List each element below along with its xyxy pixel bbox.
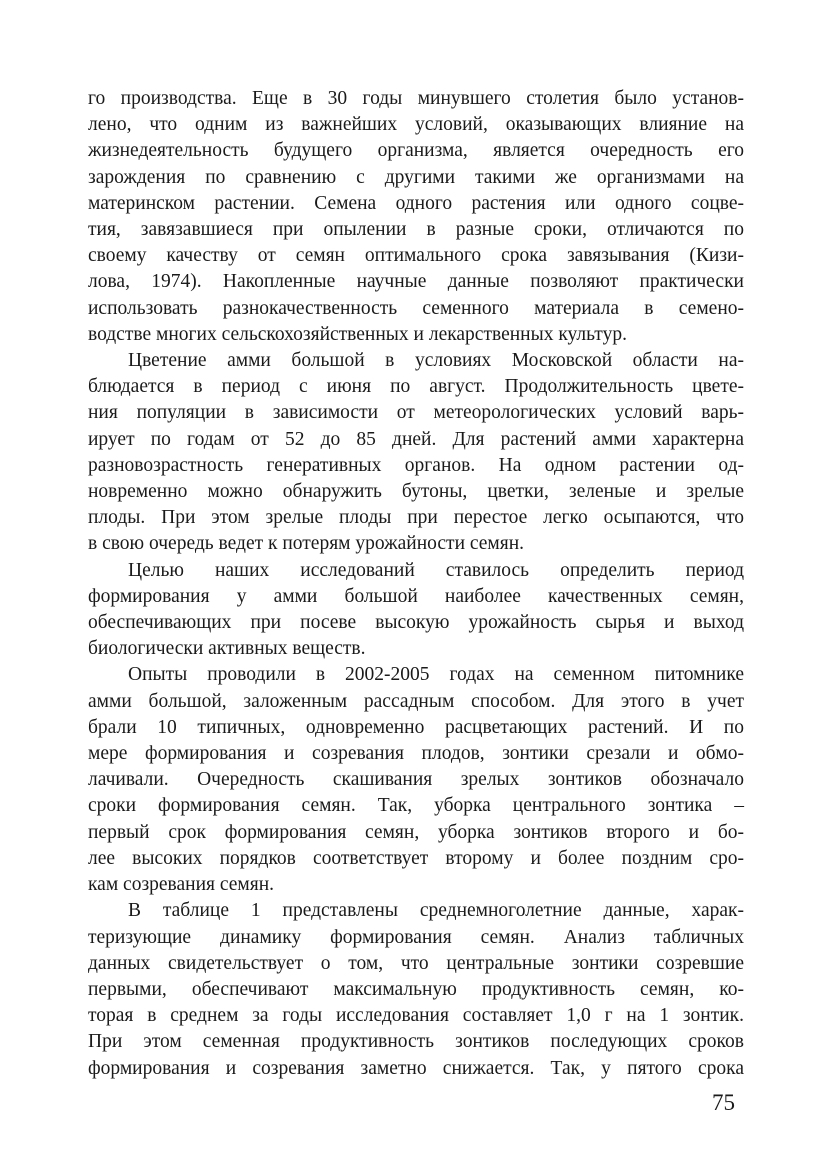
text-line: формирования и созревания заметно снижается. Так, у пятого срока [88,1057,744,1079]
paragraph-2 [88,348,744,558]
text-line: брали 10 типичных, одновременно расцветающих растений. И по [88,716,744,738]
paragraph-3 [88,558,744,663]
text-line: блюдается в период с июня по август. Продолжительность цвете- [88,376,744,398]
text-line: Целью наших исследований ставилось определить период [128,559,744,581]
text-line: материнском растении. Семена одного растения или одного соцве- [88,192,744,214]
text-line: жизнедеятельность будущего организма, является очередность его [88,140,744,162]
text-line: формирования у амми большой наиболее качественных семян, [88,585,744,607]
text-line: сроки формирования семян. Так, уборка центрального зонтика – [88,795,744,817]
text-line: плоды. При этом зрелые плоды при перестое легко осыпаются, что [88,507,744,529]
page-number: 75 [712,1090,735,1115]
text-line: разновозрастность генеративных органов. На одном растении од- [88,454,744,476]
text-line: лее высоких порядков соответствует второму и более поздним сро- [88,847,744,869]
page-body [88,86,744,1082]
text-line: новременно можно обнаружить бутоны, цветки, зеленые и зрелые [88,481,744,503]
text-line: своему качеству от семян оптимального срока завязывания (Кизи- [88,245,744,267]
paragraph-4 [88,662,744,898]
text-line: торая в среднем за годы исследования составляет 1,0 г на 1 зонтик. [88,1005,744,1027]
text-line: теризующие динамику формирования семян. Анализ табличных [88,926,744,948]
text-line: данных свидетельствует о том, что центральные зонтики созревшие [88,952,744,974]
text-line: водстве многих сельскохозяйственных и лекарственных культур. [88,323,627,345]
text-line: лова, 1974). Накопленные научные данные позволяют практически [88,271,744,293]
text-line: го производства. Еще в 30 годы минувшего столетия было установ- [88,88,744,109]
text-line: ирует по годам от 52 до 85 дней. Для растений амми характерна [88,428,744,450]
text-line: в свою очередь ведет к потерям урожайности семян. [88,533,525,555]
text-line: обеспечивающих при посеве высокую урожайность сырья и выход [88,612,744,634]
text-line: биологически активных веществ. [88,638,366,660]
text-line: тия, завязавшиеся при опылении в разные сроки, отличаются по [88,219,744,241]
text-line: первый срок формирования семян, уборка зонтиков второго и бо- [88,821,744,843]
text-line: зарождения по сравнению с другими такими же организмами на [88,166,744,188]
text-line: использовать разнокачественность семенного материала в семено- [88,297,744,319]
text-line: При этом семенная продуктивность зонтиков последующих сроков [88,1031,744,1053]
text-line: Опыты проводили в 2002-2005 годах на семенном питомнике [128,664,744,686]
text-line: ния популяции в зависимости от метеорологических условий варь- [88,402,744,424]
text-line: амми большой, заложенным рассадным способом. Для этого в учет [88,690,744,712]
paragraph-5 [88,898,744,1081]
text-line: кам созревания семян. [88,874,275,896]
text-line: первыми, обеспечивают максимальную продуктивность семян, ко- [88,978,744,1000]
paragraph-1 [88,86,744,348]
text-line: мере формирования и созревания плодов, зонтики срезали и обмо- [88,743,744,765]
text-line: лено, что одним из важнейших условий, оказывающих влияние на [88,114,744,136]
text-line: В таблице 1 представлены среднемноголетние данные, харак- [128,900,744,922]
text-line: Цветение амми большой в условиях Московской области на- [128,350,744,372]
text-line: лачивали. Очередность скашивания зрелых зонтиков обозначало [88,769,744,791]
